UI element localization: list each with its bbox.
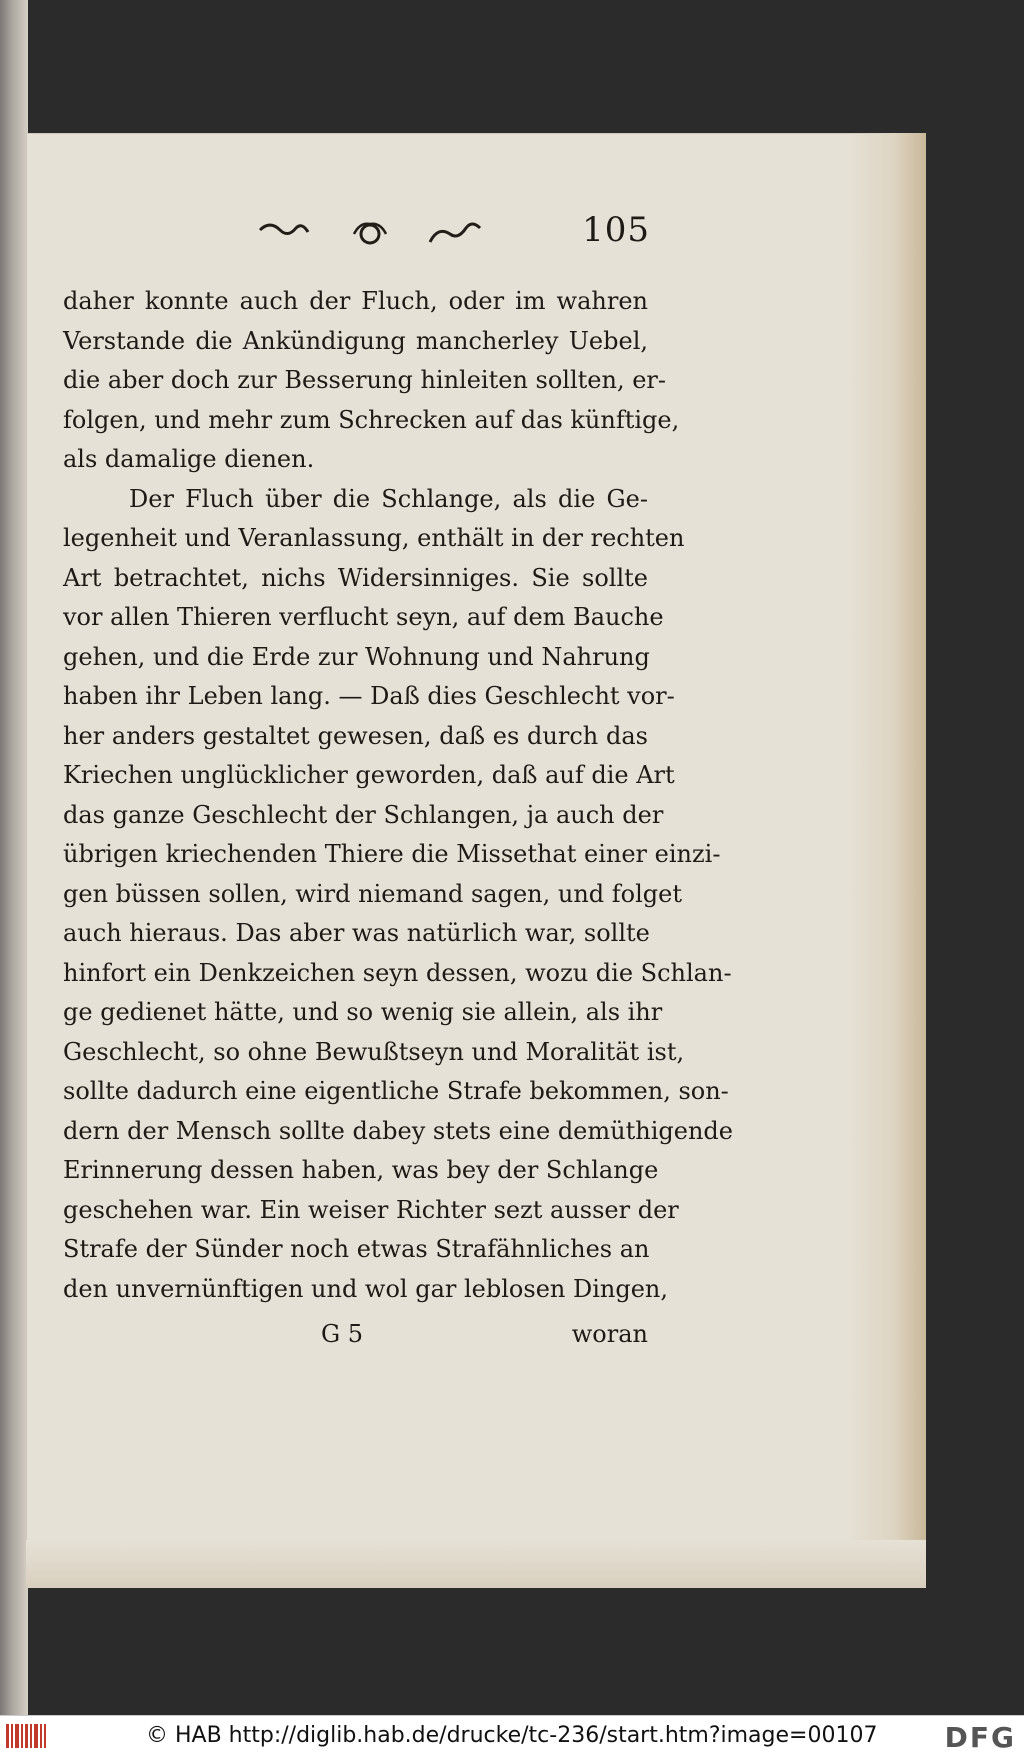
- signature-mark: G 5: [321, 1320, 364, 1348]
- body-text: [63, 282, 733, 1309]
- text-line: her anders gestaltet gewesen, daß es durch das: [63, 721, 648, 750]
- text-line: folgen, und mehr zum Schrecken auf das künftige,: [63, 405, 680, 434]
- catchword: woran: [571, 1320, 648, 1348]
- text-line: legenheit und Veranlassung, enthält in der rechten: [63, 524, 685, 552]
- text-line: Verstande die Ankündigung mancherley Uebel,: [63, 326, 648, 355]
- copyright-link[interactable]: © HAB http://diglib.hab.de/drucke/tc-236/start.htm?image=00107: [146, 1723, 878, 1748]
- page-header: [60, 210, 650, 260]
- text-line: Geschlecht, so ohne Bewußtseyn und Moralität ist,: [63, 1037, 685, 1066]
- text-line: sollte dadurch eine eigentliche Strafe bekommen, son-: [63, 1077, 729, 1105]
- viewer-footer: [0, 1715, 1024, 1756]
- text-line: gehen, und die Erde zur Wohnung und Nahrung: [63, 642, 650, 671]
- text-line: dern der Mensch sollte dabey stets eine demüthigende: [63, 1116, 733, 1145]
- text-line: das ganze Geschlecht der Schlangen, ja auch der: [63, 800, 664, 829]
- text-line: Kriechen unglücklicher geworden, daß auf die Art: [63, 761, 675, 789]
- text-line: ge gedienet hätte, und so wenig sie allein, als ihr: [63, 998, 663, 1026]
- text-line: vor allen Thieren verflucht seyn, auf dem Bauche: [63, 603, 664, 631]
- text-line: Art betrachtet, nichs Widersinniges. Sie sollte: [63, 563, 648, 592]
- text-line: Der Fluch über die Schlange, als die Ge-: [129, 484, 648, 513]
- text-line: geschehen war. Ein weiser Richter sezt ausser der: [63, 1195, 679, 1224]
- text-line: als damalige dienen.: [63, 445, 315, 473]
- text-line: die aber doch zur Besserung hinleiten sollten, er-: [63, 366, 666, 394]
- text-line: Strafe der Sünder noch etwas Strafähnliches an: [63, 1235, 650, 1263]
- adjacent-page-edge: [0, 0, 28, 1715]
- text-line: übrigen kriechenden Thiere die Missethat einer einzi-: [63, 840, 721, 868]
- text-line: auch hieraus. Das aber was natürlich war, sollte: [63, 919, 650, 947]
- text-line: daher konnte auch der Fluch, oder im wahren: [63, 287, 648, 315]
- ornament-icon: [250, 218, 490, 250]
- text-line: Erinnerung dessen haben, was bey der Schlange: [63, 1156, 659, 1184]
- page-number: 105: [582, 210, 650, 250]
- text-line: gen büssen sollen, wird niemand sagen, und folget: [63, 879, 682, 908]
- text-line: hinfort ein Denkzeichen seyn dessen, wozu die Schlan-: [63, 958, 732, 987]
- text-line: den unvernünftigen und wol gar leblosen Dingen,: [63, 1274, 669, 1303]
- dfg-logo: DFG: [944, 1721, 1016, 1754]
- barcode-icon: [6, 1724, 46, 1748]
- page-bottom-edge: [26, 1540, 926, 1588]
- text-line: haben ihr Leben lang. — Daß dies Geschlecht vor-: [63, 682, 675, 710]
- page-foot: [63, 1320, 648, 1360]
